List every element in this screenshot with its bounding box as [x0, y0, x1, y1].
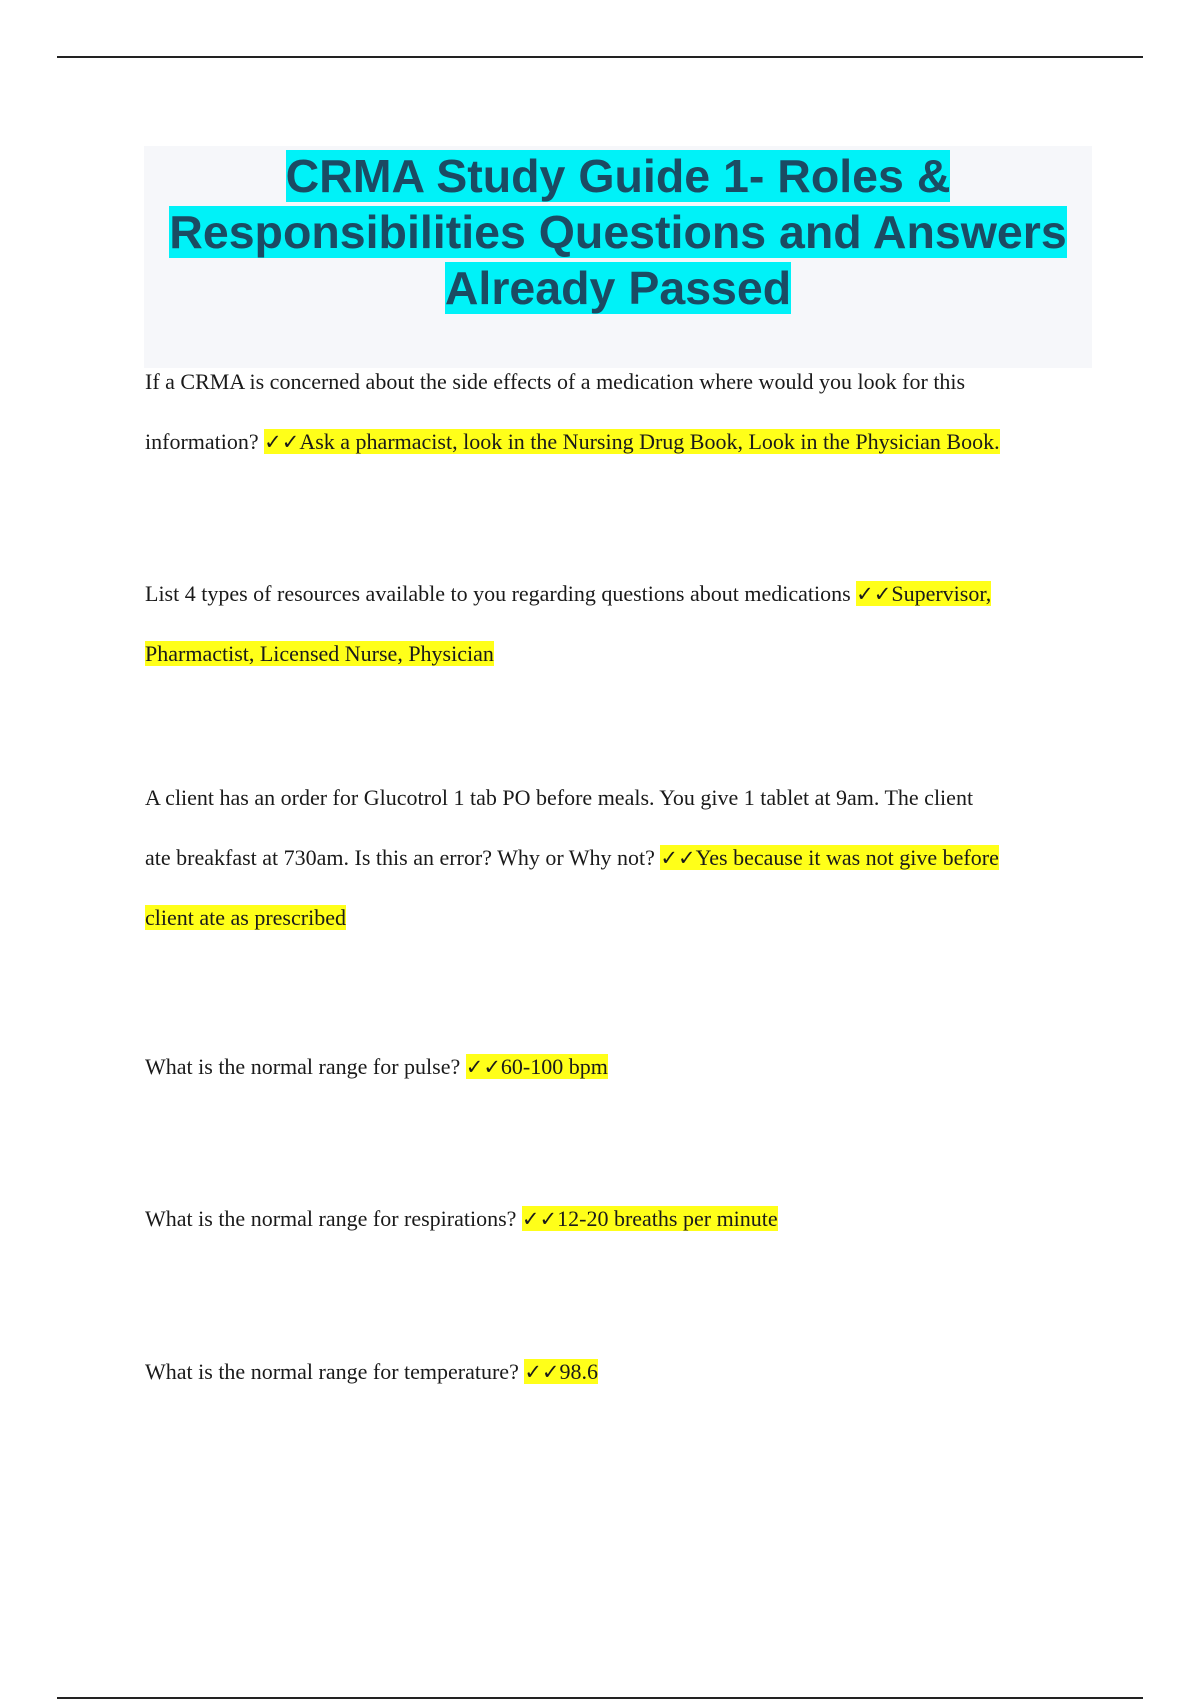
answer-text: Ask a pharmacist, look in the Nursing Drug Book, Look in the Physician Book. — [299, 429, 1000, 454]
question-line: A client has an order for Glucotrol 1 tab PO before meals. You give 1 tablet at 9am. The client — [145, 785, 974, 810]
question-text: What is the normal range for pulse? — [145, 1054, 466, 1079]
answer-highlight — [660, 845, 998, 870]
answer-highlight — [145, 905, 346, 930]
answer-highlight — [524, 1359, 598, 1384]
top-rule — [57, 56, 1143, 58]
answer-highlight — [522, 1206, 778, 1231]
bottom-rule — [57, 1697, 1143, 1699]
check-icon: ✓✓ — [264, 430, 300, 454]
qa-item-respirations — [145, 1189, 1100, 1249]
qa-item-resources — [145, 564, 1100, 684]
check-icon: ✓✓ — [465, 1055, 501, 1079]
qa-item-glucotrol — [145, 768, 1100, 948]
qa-item-pulse — [145, 1037, 1100, 1097]
question-text: What is the normal range for temperature? — [145, 1359, 525, 1384]
question-line: ate breakfast at 730am. Is this an error? Why or Why not? — [145, 845, 661, 870]
answer-text: Supervisor, — [891, 581, 992, 606]
answer-text: Pharmactist, Licensed Nurse, Physician — [145, 641, 494, 666]
question-text: What is the normal range for respirations? — [145, 1206, 522, 1231]
title-line-2: Responsibilities Questions and Answers — [169, 206, 1067, 258]
answer-text: client ate as prescribed — [145, 905, 346, 930]
title-line-1: CRMA Study Guide 1- Roles & — [285, 150, 951, 202]
check-icon: ✓✓ — [660, 846, 696, 870]
check-icon: ✓✓ — [521, 1207, 558, 1231]
qa-item-temperature — [145, 1342, 1100, 1402]
question-line: information? — [145, 429, 265, 454]
check-icon: ✓✓ — [856, 582, 892, 606]
title-block — [144, 146, 1092, 368]
answer-text: Yes because it was not give before — [695, 845, 999, 870]
answer-text: 60-100 bpm — [500, 1054, 608, 1079]
answer-text: 12-20 breaths per minute — [557, 1206, 778, 1231]
answer-highlight — [264, 429, 999, 454]
question-line: If a CRMA is concerned about the side effects of a medication where would you look for this — [145, 369, 966, 394]
answer-highlight — [145, 641, 494, 666]
check-icon: ✓✓ — [524, 1360, 560, 1384]
document-title — [144, 148, 1092, 316]
answer-highlight — [466, 1054, 608, 1079]
answer-text: 98.6 — [559, 1359, 599, 1384]
title-line-3: Already Passed — [444, 262, 792, 314]
question-line: List 4 types of resources available to you regarding questions about medications — [145, 581, 857, 606]
answer-highlight — [856, 581, 991, 606]
qa-item-side-effects — [145, 352, 1100, 472]
